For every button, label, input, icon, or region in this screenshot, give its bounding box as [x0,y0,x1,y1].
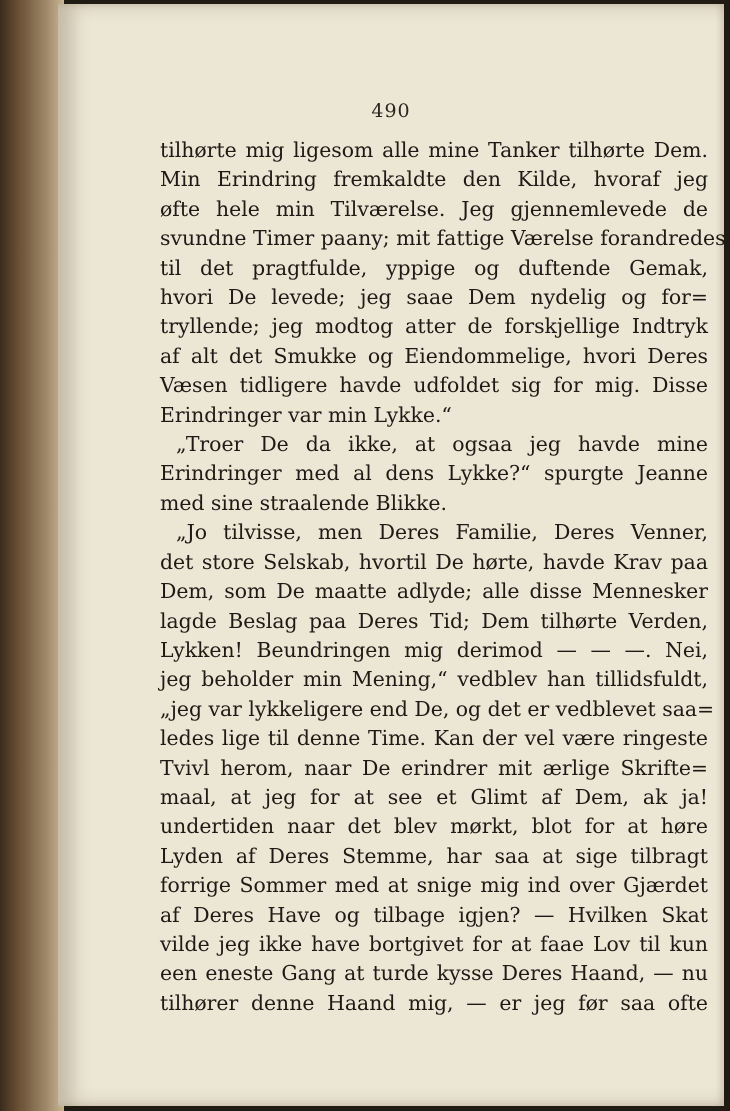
page-number: 490 [371,100,411,122]
text-line: maal, at jeg for at see et Glimt af Dem, ak ja! [160,784,708,809]
text-line: af Deres Have og tilbage igjen? — Hvilken Skat [160,902,708,927]
text-line: tilhørte mig ligesom alle mine Tanker tilhørte Dem. [160,138,708,162]
text-line: svundne Timer paany; mit fattige Værelse forandredes [160,226,726,251]
text-line: Lyden af Deres Stemme, har saa at sige tilbragt [160,843,708,868]
text-line: Dem, som De maatte adlyde; alle disse Mennesker [160,579,708,604]
text-line: tryllende; jeg modtog atter de forskjellige Indtryk [160,314,708,339]
text-line: jeg beholder min Mening,“ vedblev han tillidsfuldt, [160,667,708,692]
text-line: hvori De levede; jeg saae Dem nydelig og for= [160,285,708,310]
paragraph [160,518,715,1018]
text-line: een eneste Gang at turde kysse Deres Haand, — nu [160,961,708,986]
paragraph [160,430,708,518]
text-line: „jeg var lykkeligere end De, og det er vedblevet saa= [160,696,715,721]
text-line: det store Selskab, hvortil De hørte, havde Krav paa [160,549,708,574]
text-line: forrige Sommer med at snige mig ind over Gjærdet [160,873,708,898]
book-spine [0,0,64,1111]
text-line: Tvivl herom, naar De erindrer mit ærlige Skrifte= [160,755,708,780]
text-line: til det pragtfulde, yppige og duftende Gemak, [160,255,708,280]
text-line: „Troer De da ikke, at ogsaa jeg havde mine [176,432,708,457]
text-line: øfte hele min Tilværelse. Jeg gjennemlevede de [160,196,708,221]
text-line: Min Erindring fremkaldte den Kilde, hvoraf jeg [160,167,708,192]
text-line: undertiden naar det blev mørkt, blot for at høre [160,814,708,839]
book-page [58,4,724,1106]
paragraph [160,136,726,430]
text-line: lagde Beslag paa Deres Tid; Dem tilhørte Verden, [160,608,708,633]
text-line: Erindringer med al dens Lykke?“ spurgte Jeanne [160,461,708,486]
text-line: tilhører denne Haand mig, — er jeg før saa ofte [160,990,708,1015]
text-line: Væsen tidligere havde udfoldet sig for mig. Disse [160,373,708,398]
text-line: vilde jeg ikke have bortgivet for at faae Lov til kun [160,931,708,956]
page-body-text [160,136,726,1018]
text-line: med sine straalende Blikke. [160,490,447,515]
text-line: af alt det Smukke og Eiendommelige, hvori Deres [160,343,708,368]
text-line: „Jo tilvisse, men Deres Familie, Deres Venner, [176,520,708,545]
text-line: ledes lige til denne Time. Kan der vel være ringeste [160,726,708,751]
text-line: Lykken! Beundringen mig derimod — — —. Nei, [160,637,708,662]
text-line: Erindringer var min Lykke.“ [160,402,452,427]
